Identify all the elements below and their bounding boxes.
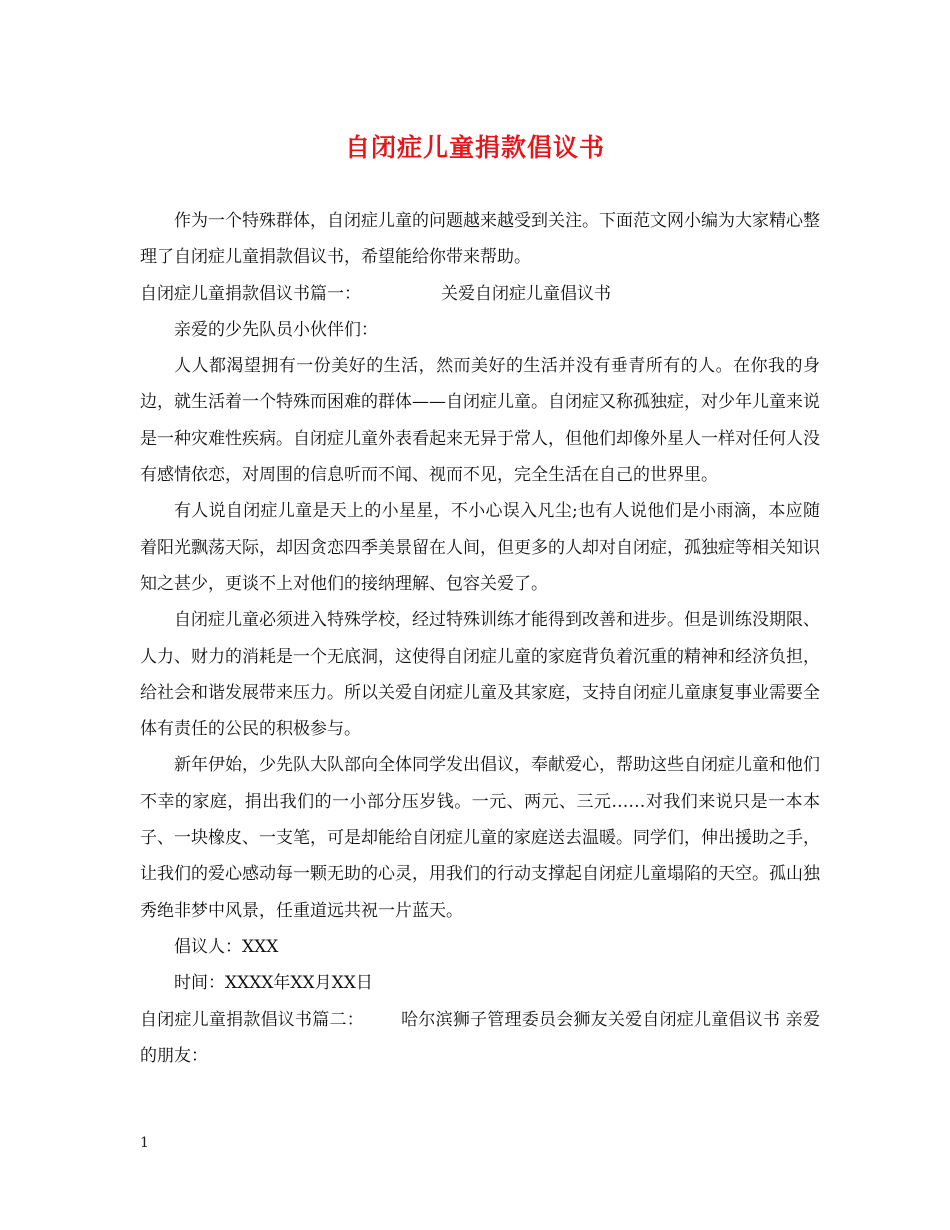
section2-heading-left: 自闭症儿童捐款倡议书篇二： bbox=[140, 1009, 364, 1030]
paragraph-3: 自闭症儿童必须进入特殊学校，经过特殊训练才能得到改善和进步。但是训练没期限、人力、财力的消耗是一个无底洞，这使得自闭症儿童的家庭背负着沉重的精神和经济负担，给社会和谐发展带来压力。所以关爱自闭症儿童及其家庭，支持自闭症儿童康复事业需要全体有责任的公民的积极参与。 bbox=[140, 610, 820, 740]
date-line: 时间：XXXX年XX月XX日 bbox=[174, 973, 373, 994]
paragraph-2: 有人说自闭症儿童是天上的小星星，不小心误入凡尘;也有人说他们是小雨滴，本应随着阳光飘荡天际，却因贪恋四季美景留在人间，但更多的人却对自闭症，孤独症等相关知识知之甚少，更谈不上对他们的接纳理解、包容关爱了。 bbox=[140, 501, 820, 594]
section2-heading bbox=[140, 1002, 820, 1075]
section1-heading bbox=[140, 276, 820, 312]
paragraph-4: 新年伊始，少先队大队部向全体同学发出倡议，奉献爱心，帮助这些自闭症儿童和他们不幸的家庭，捐出我们的一小部分压岁钱。一元、两元、三元……对我们来说只是一本本子、一块橡皮、一支笔，可是却能给自闭症儿童的家庭送去温暖。同学们，伸出援助之手，让我们的爱心感动每一颗无助的心灵，用我们的行动支撑起自闭症儿童塌陷的天空。孤山独秀绝非梦中风景，任重道远共祝一片蓝天。 bbox=[140, 755, 820, 921]
page-number: 1 bbox=[140, 1135, 149, 1151]
section1-heading-right: 关爱自闭症儿童倡议书 bbox=[441, 283, 611, 304]
document-title: 自闭症儿童捐款倡议书 bbox=[344, 133, 605, 162]
initiator-line: 倡议人：XXX bbox=[174, 936, 279, 957]
greeting: 亲爱的少先队员小伙伴们： bbox=[174, 319, 378, 340]
document-body bbox=[140, 203, 820, 1074]
section2-greeting: 亲爱的朋友： bbox=[140, 1009, 821, 1066]
paragraph-1: 人人都渴望拥有一份美好的生活，然而美好的生活并没有垂青所有的人。在你我的身边，就生活着一个特殊而困难的群体——自闭症儿童。自闭症又称孤独症，对少年儿童来说是一种灾难性疾病。自闭症儿童外表看起来无异于常人，但他们却像外星人一样对任何人没有感情依恋，对周围的信息听而不闻、视而不见，完全生活在自己的世界里。 bbox=[140, 356, 820, 486]
section1-heading-left: 自闭症儿童捐款倡议书篇一： bbox=[140, 283, 361, 304]
section2-heading-right: 哈尔滨狮子管理委员会狮友关爱自闭症儿童倡议书 bbox=[400, 1009, 781, 1030]
intro-paragraph: 作为一个特殊群体，自闭症儿童的问题越来越受到关注。下面范文网小编为大家精心整理了自闭症儿童捐款倡议书，希望能给你带来帮助。 bbox=[140, 211, 820, 268]
